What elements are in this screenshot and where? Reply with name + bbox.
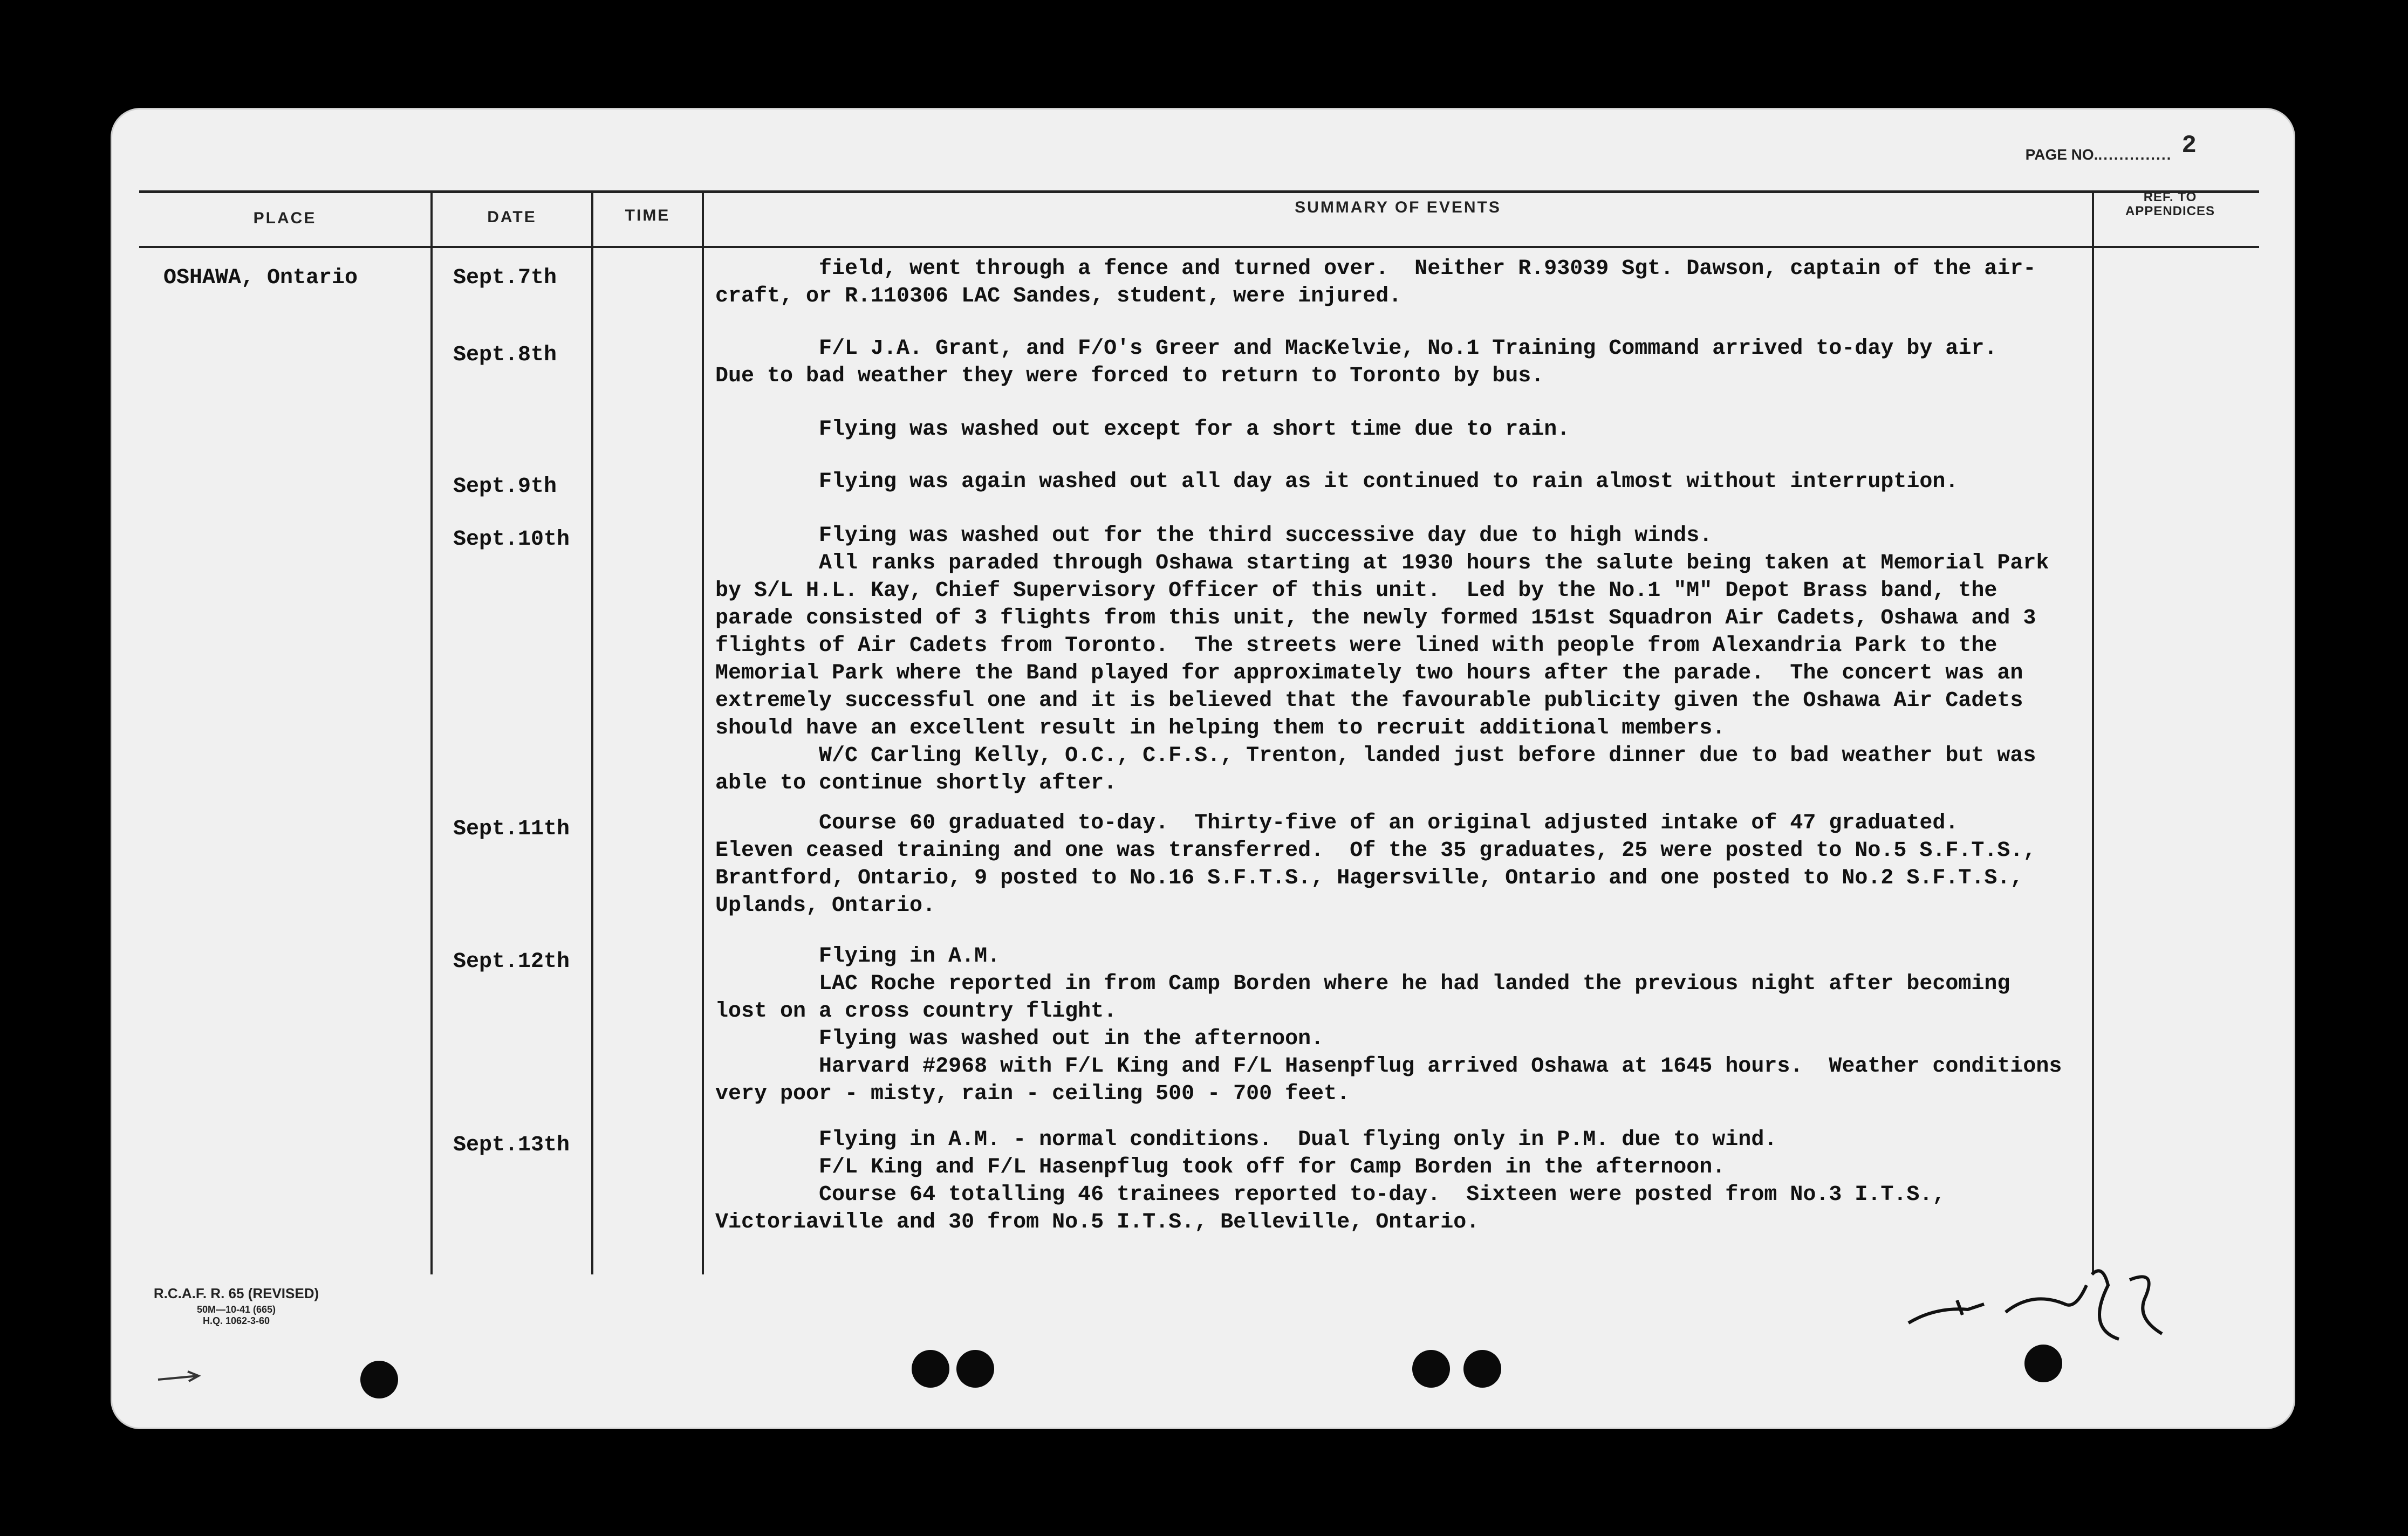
punch-hole — [912, 1350, 949, 1388]
header-bottom-rule — [139, 246, 2259, 248]
summary-header: SUMMARY OF EVENTS — [1295, 198, 1501, 216]
date-sept-11: Sept.11th — [453, 817, 570, 841]
date-sept-10: Sept.10th — [453, 527, 570, 552]
handwritten-initials — [1903, 1253, 2205, 1350]
time-summary-divider — [702, 190, 704, 1274]
entry-sept-7: field, went through a fence and turned over. Neither R.93039 Sgt. Dawson, captain of the air- craft, or R.110306 LAC Sandes, student, were injured. — [715, 257, 2036, 308]
date-time-divider — [591, 190, 593, 1274]
form-number-line3: H.Q. 1062-3-60 — [202, 1315, 270, 1326]
date-header: DATE — [487, 208, 537, 226]
date-sept-13: Sept.13th — [453, 1133, 570, 1157]
form-number-line2: 50M—10-41 (665) — [196, 1304, 276, 1315]
punch-hole — [2024, 1345, 2062, 1382]
date-sept-8: Sept.8th — [453, 343, 557, 367]
entry-sept-13: Flying in A.M. - normal conditions. Dual flying only in P.M. due to wind. F/L King and F/L Hasenpflug took off for Camp Borden in the afternoon. Course 64 totalling 46 trainees reported to-day. Sixteen were posted from No.3 I.T.S., Victoriaville and 30 from No.5 I.T.S., Belleville, Ontario. — [715, 1128, 1946, 1235]
entry-sept-9: Flying was again washed out all day as it continued to rain almost without interruption. — [715, 470, 1959, 494]
arrow-mark-icon — [155, 1366, 204, 1388]
form-number-line1: R.C.A.F. R. 65 (REVISED) — [153, 1285, 319, 1301]
punch-hole — [360, 1361, 398, 1398]
place-date-divider — [430, 190, 433, 1274]
header-top-rule — [139, 190, 2259, 193]
entry-sept-8-rain: Flying was washed out except for a short time due to rain. — [715, 417, 1570, 442]
punch-hole — [1463, 1350, 1501, 1388]
place-header: PLACE — [253, 209, 317, 227]
ref-appendices-header: REF. TO APPENDICES — [2125, 190, 2215, 218]
entry-sept-8: F/L J.A. Grant, and F/O's Greer and MacKelvie, No.1 Training Command arrived to-day by air. Due to bad weather they were forced to return to Toronto by bus. — [715, 337, 1997, 388]
punch-hole — [1412, 1350, 1450, 1388]
entry-sept-10: Flying was washed out for the third successive day due to high winds. All ranks paraded through Oshawa starting at 1930 hours the salute being taken at Memorial Park by S/L H.L. Kay, Chief Supervisory Officer of this unit. Led by the No.1 "M" Depot Brass band, the parade consisted of 3 flights from this unit, the newly formed 151st Squadron Air Cadets, Oshawa and 3 flights of Air Cadets from Toronto. The streets were lined with people from Alexandria Park to the Memorial Park where the Band played for approximately two hours after the parade. The concert was an extremely successful one and it is believed that the favourable publicity given the Oshawa Air Cadets should have an excellent result in helping them to recruit additional members. W/C Carling Kelly, O.C., C.F.S., Trenton, landed just before dinner due to bad weather but was able to continue shortly after. — [715, 524, 2049, 796]
date-sept-7: Sept.7th — [453, 266, 557, 290]
time-header: TIME — [625, 207, 671, 224]
diary-sheet — [111, 108, 2295, 1429]
entry-sept-11: Course 60 graduated to-day. Thirty-five of an original adjusted intake of 47 graduated. Eleven ceased training and one was transferred. Of the 35 graduates, 25 were posted to No.5 S.F.T.S., Brantford, Ontario, 9 posted to No.16 S.F.T.S., Hagersville, Ontario and one posted to No.2 S.F.T.S., Uplands, Ontario. — [715, 811, 2036, 918]
page-number-value: 2 — [2181, 132, 2197, 160]
form-number — [123, 1285, 350, 1327]
date-sept-9: Sept.9th — [453, 475, 557, 499]
place-entry: OSHAWA, Ontario — [163, 266, 358, 290]
page-number: PAGE NO............... 2 — [2025, 132, 2197, 163]
punch-hole — [956, 1350, 994, 1388]
page-number-label: PAGE NO. — [2025, 146, 2098, 163]
entry-sept-12: Flying in A.M. LAC Roche reported in from Camp Borden where he had landed the previous night after becoming lost on a cross country flight. Flying was washed out in the afternoon. Harvard #2968 with F/L King and F/L Hasenpflug arrived Oshawa at 1645 hours. Weather conditions very poor - misty, rain - ceiling 500 - 700 feet. — [715, 944, 2062, 1106]
date-sept-12: Sept.12th — [453, 950, 570, 974]
